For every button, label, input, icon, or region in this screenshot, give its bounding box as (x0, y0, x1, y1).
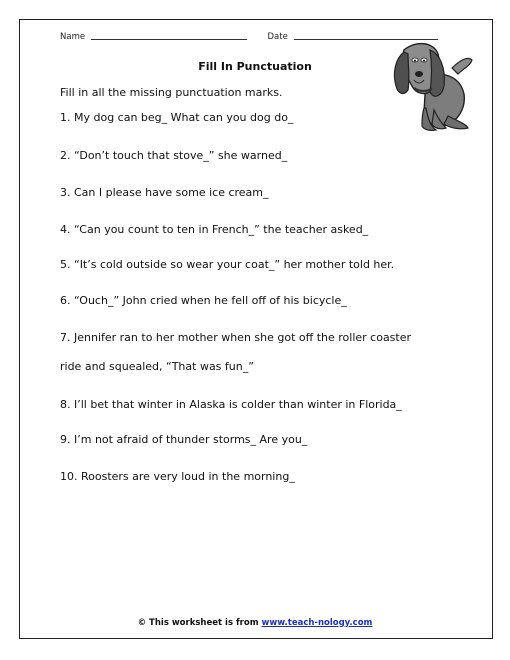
footer-prefix: © This worksheet is from (137, 618, 262, 628)
question-4: 4. “Can you count to ten in French_” the teacher asked_ (60, 223, 369, 236)
question-8: 8. I’ll bet that winter in Alaska is colder than winter in Florida_ (60, 398, 402, 411)
footer-link[interactable]: www.teach-nology.com (261, 618, 373, 628)
question-5: 5. “It’s cold outside so wear your coat_” her mother told her. (60, 258, 395, 271)
question-1: 1. My dog can beg_ What can you dog do_ (60, 111, 294, 124)
name-label: Name (60, 32, 86, 42)
question-10: 10. Roosters are very loud in the morning_ (60, 470, 295, 483)
date-label: Date (267, 32, 288, 42)
question-2: 2. “Don’t touch that stove_” she warned_ (60, 149, 288, 162)
instructions: Fill in all the missing punctuation marks. (60, 86, 283, 99)
question-9: 9. I’m not afraid of thunder storms_ Are you_ (60, 433, 308, 446)
basset-hound-dog-icon (386, 38, 478, 134)
name-blank-line (91, 30, 247, 40)
footer-credit (0, 618, 510, 628)
header-fields (60, 30, 438, 42)
question-6: 6. “Ouch_” John cried when he fell off of his bicycle_ (60, 294, 347, 307)
question-3: 3. Can I please have some ice cream_ (60, 186, 269, 199)
worksheet-title: Fill In Punctuation (198, 60, 312, 73)
question-7-line-1: 7. Jennifer ran to her mother when she got off the roller coaster (60, 331, 412, 344)
question-7-line-2: ride and squealed, “That was fun_” (60, 360, 254, 373)
